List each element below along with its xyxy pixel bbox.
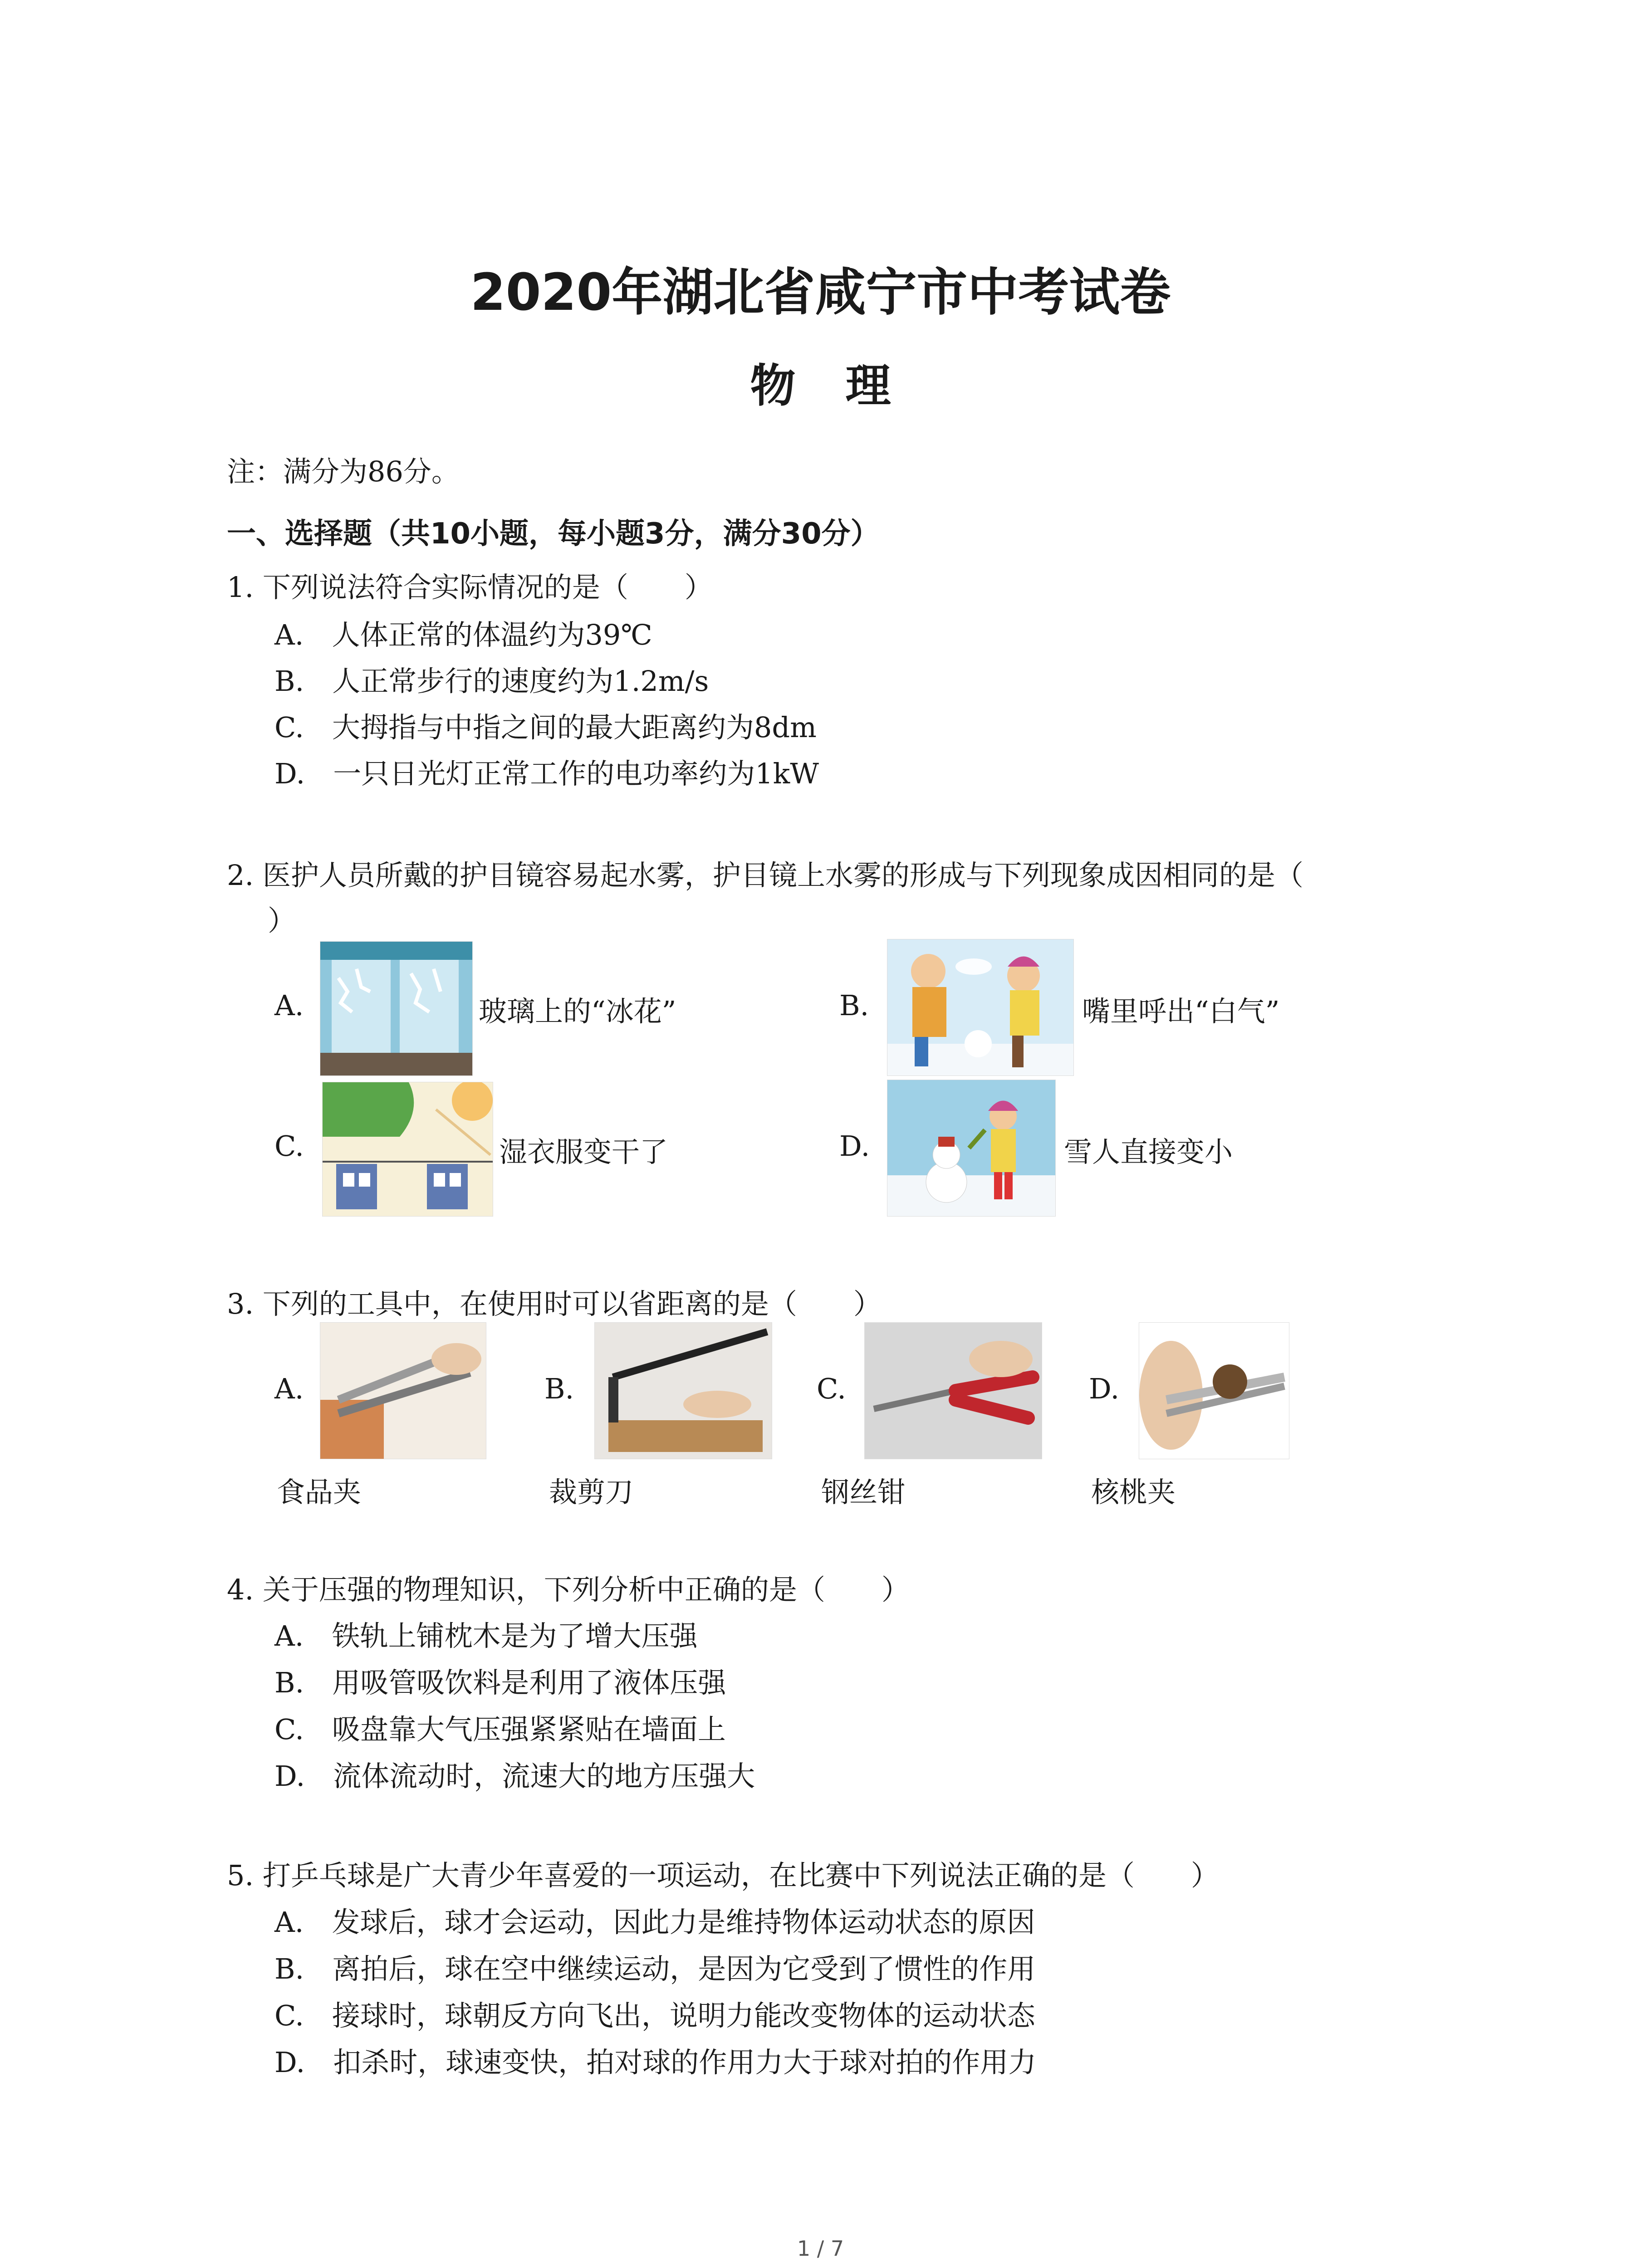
q2-option-c-label: C.: [274, 1129, 304, 1163]
q2-option-a-text: 玻璃上的“冰花”: [479, 995, 676, 1028]
section-heading: 一、选择题（共10小题，每小题3分，满分30分）: [227, 517, 880, 551]
q4-option-a: A. 铁轨上铺枕木是为了增大压强: [274, 1619, 698, 1652]
q4-option-b: B. 用吸管吸饮料是利用了液体压强: [274, 1666, 726, 1699]
q2-option-d-label: D.: [839, 1129, 870, 1163]
q2-option-a-label: A.: [274, 989, 304, 1022]
page-title: 2020年湖北省咸宁市中考试卷: [470, 263, 1171, 322]
q4-option-d: D. 流体流动时，流速大的地方压强大: [274, 1760, 755, 1793]
q3-option-c-label: C.: [817, 1372, 846, 1405]
question-2-stem: 2. 医护人员所戴的护目镜容易起水雾，护目镜上水雾的形成与下列现象成因相同的是（: [227, 859, 1303, 892]
question-4-stem: 4. 关于压强的物理知识，下列分析中正确的是（ ）: [227, 1573, 910, 1606]
food-tongs-image: [320, 1322, 486, 1459]
drying-clothes-image: [322, 1082, 493, 1217]
page-number: 1 / 7: [797, 2236, 844, 2261]
paper-cutter-image: [594, 1322, 772, 1459]
q2-option-c-text: 湿衣服变干了: [499, 1135, 668, 1168]
q5-option-c: C. 接球时，球朝反方向飞出，说明力能改变物体的运动状态: [274, 1999, 1035, 2032]
question-1-stem: 1. 下列说法符合实际情况的是（ ）: [227, 571, 713, 604]
breath-fog-image: [887, 939, 1074, 1076]
q3-option-c-text: 钢丝钳: [821, 1476, 906, 1509]
q2-option-b-text: 嘴里呼出“白气”: [1082, 995, 1280, 1028]
nutcracker-image: [1139, 1322, 1289, 1459]
q4-option-c: C. 吸盘靠大气压强紧紧贴在墙面上: [274, 1713, 726, 1746]
q3-option-b-text: 裁剪刀: [549, 1476, 634, 1509]
q1-option-d: D. 一只日光灯正常工作的电功率约为1kW: [274, 757, 819, 790]
snowman-image: [887, 1080, 1056, 1217]
q5-option-d: D. 扣杀时，球速变快，拍对球的作用力大于球对拍的作用力: [274, 2046, 1037, 2079]
question-2-stem-cont: ）: [268, 904, 296, 937]
q3-option-b-label: B.: [544, 1372, 574, 1405]
pliers-image: [864, 1322, 1042, 1459]
q1-option-c: C. 大拇指与中指之间的最大距离约为8dm: [274, 711, 817, 744]
q2-option-d-text: 雪人直接变小: [1064, 1135, 1233, 1168]
exam-note: 注：满分为86分。: [227, 455, 460, 488]
question-5-stem: 5. 打乒乓球是广大青少年喜爱的一项运动，在比赛中下列说法正确的是（ ）: [227, 1859, 1219, 1892]
q3-option-a-text: 食品夹: [277, 1476, 362, 1509]
window-frost-image: [320, 941, 473, 1076]
subject-title: 物理: [750, 359, 941, 412]
q3-option-a-label: A.: [274, 1372, 304, 1405]
q5-option-b: B. 离拍后，球在空中继续运动，是因为它受到了惯性的作用: [274, 1952, 1036, 1985]
q3-option-d-text: 核桃夹: [1091, 1476, 1176, 1509]
q2-option-b-label: B.: [839, 989, 869, 1022]
q1-option-b: B. 人正常步行的速度约为1.2m/s: [274, 665, 709, 698]
q5-option-a: A. 发球后，球才会运动，因此力是维持物体运动状态的原因: [274, 1906, 1035, 1939]
q3-option-d-label: D.: [1089, 1372, 1120, 1405]
question-3-stem: 3. 下列的工具中，在使用时可以省距离的是（ ）: [227, 1287, 882, 1320]
q1-option-a: A. 人体正常的体温约为39℃: [274, 618, 652, 651]
